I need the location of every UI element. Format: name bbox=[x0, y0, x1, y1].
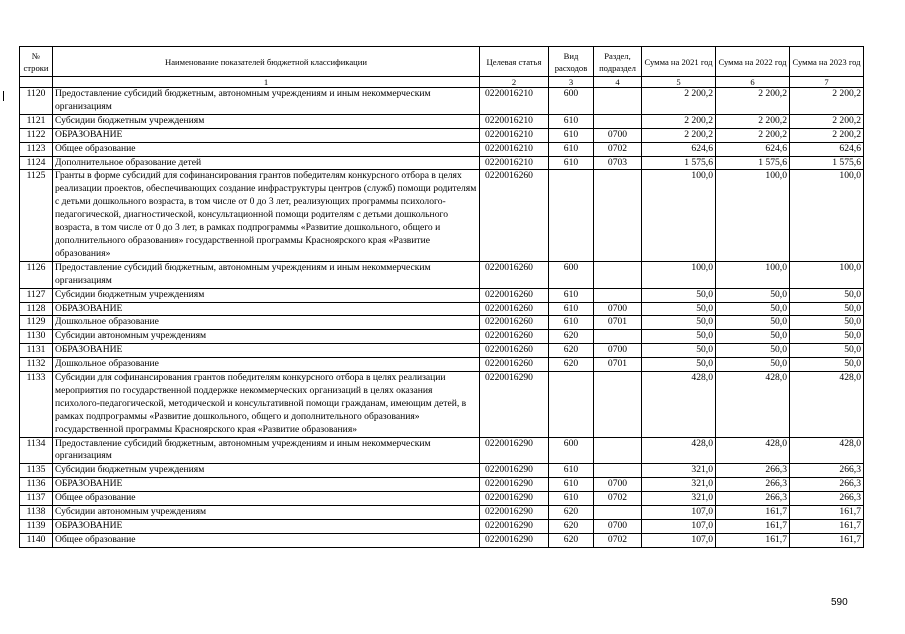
row-sum-2022: 428,0 bbox=[716, 437, 790, 464]
row-sum-2023: 266,3 bbox=[790, 478, 864, 492]
row-expense-type: 620 bbox=[549, 520, 594, 534]
row-section: 0701 bbox=[594, 316, 642, 330]
row-target-code: 0220016290 bbox=[480, 464, 549, 478]
header-sum-2022: Сумма на 2022 год bbox=[716, 47, 790, 77]
row-number: 1138 bbox=[20, 506, 53, 520]
row-sum-2021: 321,0 bbox=[642, 492, 716, 506]
row-sum-2022: 624,6 bbox=[716, 142, 790, 156]
row-number: 1128 bbox=[20, 302, 53, 316]
row-sum-2021: 107,0 bbox=[642, 533, 716, 547]
row-sum-2022: 266,3 bbox=[716, 478, 790, 492]
row-sum-2022: 50,0 bbox=[716, 302, 790, 316]
column-number: 1 bbox=[53, 77, 480, 88]
row-name: Дошкольное образование bbox=[53, 316, 480, 330]
row-number: 1137 bbox=[20, 492, 53, 506]
row-target-code: 0220016210 bbox=[480, 142, 549, 156]
row-sum-2023: 50,0 bbox=[790, 330, 864, 344]
header-code: Целевая статья bbox=[480, 47, 549, 77]
row-expense-type: 620 bbox=[549, 533, 594, 547]
page-number: 590 bbox=[831, 597, 848, 608]
row-section bbox=[594, 437, 642, 464]
column-number: 4 bbox=[594, 77, 642, 88]
header-sum-2021: Сумма на 2021 год bbox=[642, 47, 716, 77]
row-sum-2022: 1 575,6 bbox=[716, 156, 790, 170]
row-sum-2022: 100,0 bbox=[716, 261, 790, 288]
row-name: ОБРАЗОВАНИЕ bbox=[53, 478, 480, 492]
table-row bbox=[20, 437, 864, 464]
row-sum-2023: 50,0 bbox=[790, 358, 864, 372]
row-sum-2021: 1 575,6 bbox=[642, 156, 716, 170]
row-section bbox=[594, 506, 642, 520]
row-sum-2022: 50,0 bbox=[716, 330, 790, 344]
row-sum-2023: 100,0 bbox=[790, 170, 864, 261]
column-number: 2 bbox=[480, 77, 549, 88]
row-number: 1126 bbox=[20, 261, 53, 288]
column-number: 5 bbox=[642, 77, 716, 88]
margin-mark bbox=[3, 91, 4, 101]
row-number: 1131 bbox=[20, 344, 53, 358]
row-expense-type: 610 bbox=[549, 142, 594, 156]
row-number: 1132 bbox=[20, 358, 53, 372]
row-sum-2022: 50,0 bbox=[716, 288, 790, 302]
row-target-code: 0220016260 bbox=[480, 302, 549, 316]
row-expense-type: 620 bbox=[549, 330, 594, 344]
row-name: Субсидии автономным учреждениям bbox=[53, 330, 480, 344]
row-target-code: 0220016290 bbox=[480, 437, 549, 464]
row-sum-2022: 50,0 bbox=[716, 344, 790, 358]
row-number: 1140 bbox=[20, 533, 53, 547]
header-section: Раздел, подраздел bbox=[594, 47, 642, 77]
row-sum-2021: 107,0 bbox=[642, 520, 716, 534]
table-row bbox=[20, 302, 864, 316]
header-name: Наименование показателей бюджетной классификации bbox=[53, 47, 480, 77]
row-number: 1134 bbox=[20, 437, 53, 464]
row-section bbox=[594, 330, 642, 344]
table-row bbox=[20, 520, 864, 534]
row-sum-2022: 2 200,2 bbox=[716, 88, 790, 115]
row-target-code: 0220016260 bbox=[480, 170, 549, 261]
row-expense-type: 610 bbox=[549, 464, 594, 478]
header-row bbox=[20, 47, 864, 77]
row-target-code: 0220016290 bbox=[480, 478, 549, 492]
row-sum-2021: 100,0 bbox=[642, 261, 716, 288]
row-name: Дополнительное образование детей bbox=[53, 156, 480, 170]
row-number: 1139 bbox=[20, 520, 53, 534]
row-sum-2023: 428,0 bbox=[790, 437, 864, 464]
row-name: Общее образование bbox=[53, 533, 480, 547]
row-sum-2021: 321,0 bbox=[642, 478, 716, 492]
row-sum-2023: 2 200,2 bbox=[790, 114, 864, 128]
row-target-code: 0220016290 bbox=[480, 520, 549, 534]
table-body bbox=[20, 88, 864, 548]
row-name: Дошкольное образование bbox=[53, 358, 480, 372]
row-sum-2023: 50,0 bbox=[790, 344, 864, 358]
row-sum-2022: 161,7 bbox=[716, 506, 790, 520]
row-sum-2022: 50,0 bbox=[716, 316, 790, 330]
row-name: Предоставление субсидий бюджетным, автономным учреждениям и иным некоммерческим организациям bbox=[53, 88, 480, 115]
row-name: Субсидии автономным учреждениям bbox=[53, 506, 480, 520]
row-sum-2021: 2 200,2 bbox=[642, 128, 716, 142]
row-sum-2021: 2 200,2 bbox=[642, 114, 716, 128]
row-target-code: 0220016260 bbox=[480, 330, 549, 344]
row-name: Общее образование bbox=[53, 142, 480, 156]
row-target-code: 0220016290 bbox=[480, 506, 549, 520]
row-section: 0700 bbox=[594, 520, 642, 534]
table-row bbox=[20, 464, 864, 478]
row-number: 1125 bbox=[20, 170, 53, 261]
row-expense-type: 600 bbox=[549, 88, 594, 115]
row-sum-2021: 321,0 bbox=[642, 464, 716, 478]
row-name: Общее образование bbox=[53, 492, 480, 506]
row-sum-2021: 50,0 bbox=[642, 330, 716, 344]
row-section bbox=[594, 170, 642, 261]
column-number: 3 bbox=[549, 77, 594, 88]
table-row bbox=[20, 492, 864, 506]
row-target-code: 0220016210 bbox=[480, 114, 549, 128]
row-expense-type: 610 bbox=[549, 156, 594, 170]
column-number-row bbox=[20, 77, 864, 88]
row-name: Гранты в форме субсидий для софинансирования грантов победителям конкурсного отбора в целях реализации проектов, обеспечивающих создание инфраструктуры центров (служб) помощи родителям с детьми дошкольного возраста, в том числе от 0 до 3 лет, реализующих программы психолого-педагогической, диагностической, консультационной помощи родителям с детьми дошкольного возраста, в том числе от 0 до 3 лет, в рамках подпрограммы «Развитие дошкольного, общего и дополнительного образования» государственной программы Красноярского края «Развитие образования» bbox=[53, 170, 480, 261]
row-target-code: 0220016290 bbox=[480, 492, 549, 506]
row-number: 1124 bbox=[20, 156, 53, 170]
row-target-code: 0220016260 bbox=[480, 344, 549, 358]
header-vid: Вид расходов bbox=[549, 47, 594, 77]
row-name: ОБРАЗОВАНИЕ bbox=[53, 520, 480, 534]
row-section: 0702 bbox=[594, 492, 642, 506]
budget-table bbox=[19, 46, 864, 548]
row-expense-type: 610 bbox=[549, 478, 594, 492]
row-target-code: 0220016260 bbox=[480, 358, 549, 372]
row-number: 1127 bbox=[20, 288, 53, 302]
row-name: Субсидии бюджетным учреждениям bbox=[53, 288, 480, 302]
row-expense-type: 610 bbox=[549, 302, 594, 316]
row-sum-2023: 2 200,2 bbox=[790, 128, 864, 142]
row-number: 1121 bbox=[20, 114, 53, 128]
header-row-no: № строки bbox=[20, 47, 53, 77]
table-row bbox=[20, 288, 864, 302]
row-sum-2023: 2 200,2 bbox=[790, 88, 864, 115]
row-section: 0700 bbox=[594, 478, 642, 492]
row-section: 0700 bbox=[594, 344, 642, 358]
row-target-code: 0220016290 bbox=[480, 533, 549, 547]
row-sum-2021: 624,6 bbox=[642, 142, 716, 156]
row-sum-2022: 50,0 bbox=[716, 358, 790, 372]
row-sum-2023: 50,0 bbox=[790, 302, 864, 316]
row-number: 1123 bbox=[20, 142, 53, 156]
row-target-code: 0220016260 bbox=[480, 288, 549, 302]
table-row bbox=[20, 261, 864, 288]
row-expense-type: 620 bbox=[549, 506, 594, 520]
row-name: Предоставление субсидий бюджетным, автономным учреждениям и иным некоммерческим организациям bbox=[53, 261, 480, 288]
table-row bbox=[20, 128, 864, 142]
row-section bbox=[594, 88, 642, 115]
row-sum-2021: 428,0 bbox=[642, 437, 716, 464]
row-expense-type: 620 bbox=[549, 344, 594, 358]
row-sum-2021: 428,0 bbox=[642, 372, 716, 438]
row-sum-2021: 50,0 bbox=[642, 288, 716, 302]
row-section bbox=[594, 464, 642, 478]
row-sum-2021: 2 200,2 bbox=[642, 88, 716, 115]
row-sum-2023: 50,0 bbox=[790, 288, 864, 302]
row-target-code: 0220016210 bbox=[480, 88, 549, 115]
row-section: 0700 bbox=[594, 128, 642, 142]
row-expense-type bbox=[549, 170, 594, 261]
row-sum-2021: 50,0 bbox=[642, 344, 716, 358]
row-sum-2022: 161,7 bbox=[716, 520, 790, 534]
row-number: 1120 bbox=[20, 88, 53, 115]
table-row bbox=[20, 533, 864, 547]
row-number: 1136 bbox=[20, 478, 53, 492]
row-target-code: 0220016210 bbox=[480, 156, 549, 170]
table-row bbox=[20, 88, 864, 115]
row-number: 1129 bbox=[20, 316, 53, 330]
row-sum-2021: 107,0 bbox=[642, 506, 716, 520]
row-number: 1133 bbox=[20, 372, 53, 438]
table-row bbox=[20, 156, 864, 170]
row-number: 1130 bbox=[20, 330, 53, 344]
row-expense-type: 610 bbox=[549, 492, 594, 506]
row-name: ОБРАЗОВАНИЕ bbox=[53, 128, 480, 142]
row-sum-2021: 100,0 bbox=[642, 170, 716, 261]
row-sum-2022: 161,7 bbox=[716, 533, 790, 547]
row-expense-type bbox=[549, 372, 594, 438]
row-sum-2023: 100,0 bbox=[790, 261, 864, 288]
row-number: 1135 bbox=[20, 464, 53, 478]
row-target-code: 0220016260 bbox=[480, 261, 549, 288]
row-section: 0702 bbox=[594, 533, 642, 547]
row-expense-type: 600 bbox=[549, 437, 594, 464]
row-section: 0702 bbox=[594, 142, 642, 156]
header-sum-2023: Сумма на 2023 год bbox=[790, 47, 864, 77]
row-sum-2021: 50,0 bbox=[642, 358, 716, 372]
row-expense-type: 600 bbox=[549, 261, 594, 288]
row-sum-2023: 266,3 bbox=[790, 492, 864, 506]
column-number: 6 bbox=[716, 77, 790, 88]
row-sum-2022: 100,0 bbox=[716, 170, 790, 261]
row-sum-2023: 50,0 bbox=[790, 316, 864, 330]
table-row bbox=[20, 142, 864, 156]
row-sum-2021: 50,0 bbox=[642, 316, 716, 330]
row-expense-type: 610 bbox=[549, 128, 594, 142]
row-sum-2022: 428,0 bbox=[716, 372, 790, 438]
table-row bbox=[20, 344, 864, 358]
row-section bbox=[594, 372, 642, 438]
row-name: Субсидии для софинансирования грантов победителям конкурсного отбора в целях реализации мероприятия по государственной поддержке некоммерческих организаций в целях оказания психолого-педагогической, методической и консультативной помощи гражданам, имеющим детей, в рамках подпрограммы «Развитие дошкольного, общего и дополнительного образования» государственной программы Красноярского края «Развитие образования» bbox=[53, 372, 480, 438]
row-name: ОБРАЗОВАНИЕ bbox=[53, 344, 480, 358]
row-name: Субсидии бюджетным учреждениям bbox=[53, 114, 480, 128]
row-expense-type: 610 bbox=[549, 288, 594, 302]
table-row bbox=[20, 478, 864, 492]
row-sum-2023: 428,0 bbox=[790, 372, 864, 438]
row-name: Предоставление субсидий бюджетным, автономным учреждениям и иным некоммерческим организациям bbox=[53, 437, 480, 464]
row-sum-2022: 2 200,2 bbox=[716, 114, 790, 128]
row-sum-2023: 161,7 bbox=[790, 533, 864, 547]
row-sum-2023: 161,7 bbox=[790, 520, 864, 534]
row-sum-2023: 266,3 bbox=[790, 464, 864, 478]
row-section bbox=[594, 261, 642, 288]
table-row bbox=[20, 330, 864, 344]
column-number-empty bbox=[20, 77, 53, 88]
row-target-code: 0220016210 bbox=[480, 128, 549, 142]
row-name: ОБРАЗОВАНИЕ bbox=[53, 302, 480, 316]
row-target-code: 0220016260 bbox=[480, 316, 549, 330]
row-number: 1122 bbox=[20, 128, 53, 142]
table-row bbox=[20, 170, 864, 261]
row-name: Субсидии бюджетным учреждениям bbox=[53, 464, 480, 478]
row-sum-2022: 266,3 bbox=[716, 464, 790, 478]
row-sum-2023: 624,6 bbox=[790, 142, 864, 156]
row-target-code: 0220016290 bbox=[480, 372, 549, 438]
table-row bbox=[20, 316, 864, 330]
table-row bbox=[20, 372, 864, 438]
row-sum-2023: 161,7 bbox=[790, 506, 864, 520]
row-section: 0703 bbox=[594, 156, 642, 170]
row-section bbox=[594, 288, 642, 302]
row-section: 0701 bbox=[594, 358, 642, 372]
row-sum-2022: 2 200,2 bbox=[716, 128, 790, 142]
row-sum-2021: 50,0 bbox=[642, 302, 716, 316]
column-number: 7 bbox=[790, 77, 864, 88]
row-expense-type: 610 bbox=[549, 316, 594, 330]
row-expense-type: 620 bbox=[549, 358, 594, 372]
table-row bbox=[20, 114, 864, 128]
row-sum-2022: 266,3 bbox=[716, 492, 790, 506]
row-expense-type: 610 bbox=[549, 114, 594, 128]
table-row bbox=[20, 506, 864, 520]
row-section: 0700 bbox=[594, 302, 642, 316]
row-section bbox=[594, 114, 642, 128]
table-row bbox=[20, 358, 864, 372]
row-sum-2023: 1 575,6 bbox=[790, 156, 864, 170]
